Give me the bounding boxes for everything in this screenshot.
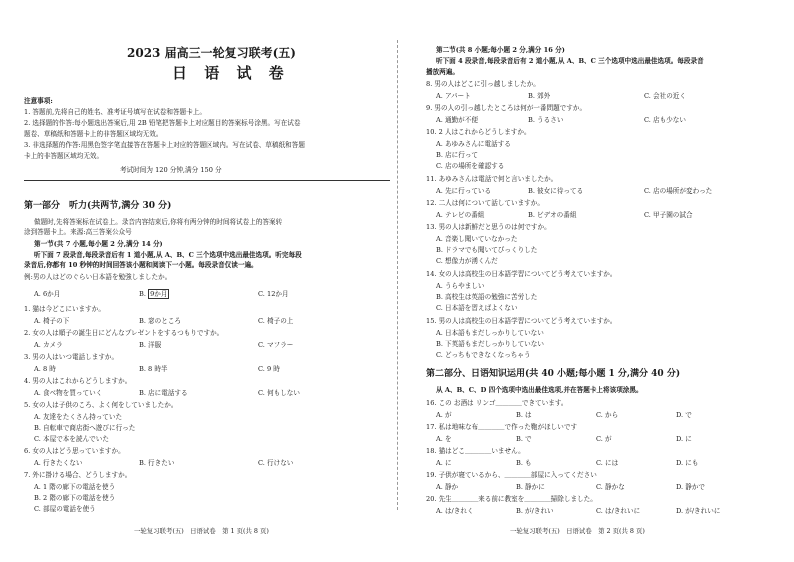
option: C. には [596, 459, 619, 467]
option: C. 椅子の上 [258, 317, 294, 325]
part2-title: 第二部分、日语知识运用(共 40 小题;每小题 1 分,满分 40 分) [426, 369, 681, 379]
option: C. は/きれいに [596, 507, 641, 515]
option: C. 甲子園の試合 [644, 211, 693, 219]
option: C. 何もしない [258, 389, 300, 397]
section2-desc: 听下面 4 段录音,每段录音后有 2 道小题,从 A、B、C 三个选项中选出最佳选项。每段录音 [436, 57, 704, 65]
page-1 [24, 0, 394, 562]
option: B. ビデオの番組 [528, 211, 577, 219]
option: C. 静かな [596, 483, 625, 491]
question-5: 5. 女の人は子供のころ、よく何をしていましたか。 [24, 401, 178, 409]
example-question: 例:男の人はどのぐらい日本語を勉強しましたか。 [24, 273, 172, 281]
option: B. 行きたい [139, 459, 175, 467]
section1-desc: 录音后,你都有 10 秒钟的时间回答该小题和阅读下一小题。每段录音仅读一遍。 [24, 261, 258, 269]
subject-title: 日 语 试 卷 [172, 64, 290, 82]
option: B. 静かに [516, 483, 545, 491]
page-2 [412, 0, 782, 562]
option: A. は/きれく [436, 507, 474, 515]
option: B. うるさい [528, 116, 564, 124]
section1-desc: 听下面 7 段录音,每段录音后有 1 道小题,从 A、B、C 三个选项中选出最佳选项。听完每段 [34, 251, 302, 259]
option: C. 行けない [258, 459, 294, 467]
question-17: 17. 私は地味な布＿＿＿＿で作った鞄がほしいです [426, 423, 578, 431]
note-line: 2. 选择题的作答:每小题选出答案后,用 2B 铅笔把答题卡上对应题目的答案标号涂黑。写在试卷 [24, 119, 301, 127]
note-line: 卡上的非答题区域均无效。 [24, 152, 104, 160]
page-footer: 一轮复习联考(五) 日语试卷 第 2 页(共 8 页) [510, 527, 645, 535]
question-11: 11. あゆみさんは電話で何と言いましたか。 [426, 175, 558, 183]
option: C. 店の場所を確認する [436, 162, 505, 170]
option: B. 8 時半 [139, 365, 168, 373]
option: A. アパート [436, 92, 471, 100]
question-18: 18. 猫はどこ＿＿＿＿いません。 [426, 447, 525, 455]
option: B. ドラマでも聞いてびっくりした [436, 246, 538, 254]
example-answer-box: 9か月 [150, 290, 168, 298]
option: B. は [516, 411, 532, 419]
option: C. が [596, 435, 612, 443]
exam-time: 考试时间为 120 分钟,满分 150 分 [120, 166, 222, 174]
option: D. にも [676, 459, 699, 467]
option: A. テレビの番組 [436, 211, 485, 219]
option: C. 日本語を習えばよくない [436, 304, 518, 312]
example-option: C. 12か月 [258, 290, 289, 298]
question-20: 20. 先生＿＿＿＿来る前に教室を＿＿＿＿掃除しました。 [426, 495, 597, 503]
option: A. 8 時 [34, 365, 56, 373]
question-10: 10. 2 人はこれからどうしますか。 [426, 128, 531, 136]
option: B. 店に電話する [139, 389, 188, 397]
option: A. 日本語もまだしっかりしていない [436, 329, 544, 337]
option: C. 想像力が湧くんだ [436, 257, 498, 265]
note-line: 3. 非选择题的作答:用黑色签字笔直接答在答题卡上对应的答题区域内。写在试卷、草稿纸和答题 [24, 141, 305, 149]
question-12: 12. 二人は何について話していますか。 [426, 199, 544, 207]
example-option: A. 6か月 [34, 290, 61, 298]
option: B. で [516, 435, 532, 443]
option: C. マフラー [258, 341, 294, 349]
question-1: 1. 猫は今どこにいますか。 [24, 305, 105, 313]
option: A. を [436, 435, 452, 443]
option: A. に [436, 459, 452, 467]
question-19: 19. 子供が寝ているから、＿＿＿＿部屋に入ってください [426, 471, 597, 479]
option: B. も [516, 459, 532, 467]
option: B. 店に行って [436, 151, 479, 159]
option: C. 本屋で本を読んでいた [34, 435, 109, 443]
option: B. 郊外 [528, 92, 551, 100]
option: A. 通勤が不便 [436, 116, 478, 124]
part1-title: 第一部分 听力(共两节,满分 30 分) [24, 201, 172, 211]
part1-desc: 涂到答题卡上。来源:高三答案公众号 [24, 228, 132, 236]
option: C. 部屋の電話を使う [34, 505, 96, 513]
question-3: 3. 男の人はいつ電話しますか。 [24, 353, 119, 361]
option: C. 店の場所が変わった [644, 187, 713, 195]
option: A. 音楽し聞いていなかった [436, 235, 518, 243]
question-4: 4. 男の人はこれからどうしますか。 [24, 377, 132, 385]
question-13: 13. 男の人は新鮮だと思うのは何ですか。 [426, 223, 551, 231]
question-8: 8. 男の人はどこに引っ越しましたか。 [426, 80, 540, 88]
option: A. うらやましい [436, 282, 485, 290]
option: A. 行きたくない [34, 459, 83, 467]
option: C. 会社の近く [644, 92, 686, 100]
option: A. が [436, 411, 452, 419]
option: C. から [596, 411, 619, 419]
section2-title: 第二节(共 8 小题;每小题 2 分,满分 16 分) [436, 46, 565, 54]
option: B. 窓のところ [139, 317, 182, 325]
page-footer: 一轮复习联考(五) 日语试卷 第 1 页(共 8 页) [134, 527, 269, 535]
question-9: 9. 男の人の引っ越したところは何が一番問題ですか。 [426, 104, 587, 112]
option: A. 椅子の下 [34, 317, 70, 325]
option: A. 先に行っている [436, 187, 492, 195]
option: D. で [676, 411, 692, 419]
question-16: 16. この お酒は リンゴ＿＿＿＿できています。 [426, 399, 568, 407]
option: A. あゆみさんに電話する [436, 140, 511, 148]
option: D. 静かで [676, 483, 706, 491]
option: C. どっちもできなくなっちゃう [436, 351, 531, 359]
option: A. カメラ [34, 341, 63, 349]
option: B. 洋服 [139, 341, 162, 349]
section2-desc: 播放两遍。 [426, 68, 459, 76]
question-14: 14. 女の人は高校生の日本語学習についてどう考えていますか。 [426, 270, 617, 278]
option: C. 店も少ない [644, 116, 686, 124]
question-15: 15. 男の人は高校生の日本語学習についてどう考えていますか。 [426, 317, 617, 325]
section1-title: 第一节(共 7 小题,每小题 2 分,满分 14 分) [34, 240, 163, 248]
page-divider [397, 40, 398, 510]
option: C. 9 時 [258, 365, 280, 373]
part1-desc: 做题时,先将答案标在试卷上。录音内容结束后,你将有两分钟的时间将试卷上的答案转 [34, 218, 283, 226]
option: A. 静か [436, 483, 459, 491]
option: A. 1 階の廊下の電話を使う [34, 483, 116, 491]
option: D. が/きれいに [676, 507, 721, 515]
option: B. が/きれい [516, 507, 554, 515]
question-6: 6. 女の人はどう思っていますか。 [24, 447, 125, 455]
notes-title: 注意事项: [24, 97, 53, 105]
note-line: 1. 答题前,先将自己的姓名、准考证号填写在试卷和答题卡上。 [24, 108, 206, 116]
example-option: B. 9か月 [139, 290, 168, 298]
option: D. に [676, 435, 692, 443]
option: B. 自転車で商店街へ遊びに行った [34, 424, 136, 432]
option: B. 下英語もまだしっかりしていない [436, 340, 544, 348]
option: A. 食べ物を買っていく [34, 389, 103, 397]
option: B. 2 階の廊下の電話を使う [34, 494, 116, 502]
option: B. 彼女に待ってる [528, 187, 584, 195]
exam-title: 2023 届高三一轮复习联考(五) [127, 46, 296, 60]
option: B. 高校生は英語の勉強に苦労した [436, 293, 538, 301]
option: A. 友達をたくさん持っていた [34, 413, 123, 421]
divider-line [24, 180, 390, 181]
question-7: 7. 外に掛ける場合、どうしますか。 [24, 471, 132, 479]
part2-desc: 从 A、B、C、D 四个选项中选出最佳选项,并在答题卡上将该项涂黑。 [436, 386, 643, 394]
note-line: 题卷、草稿纸和答题卡上的非答题区域均无效。 [24, 130, 163, 138]
question-2: 2. 女の人は順子の誕生日にどんなプレゼントをするつもりですか。 [24, 329, 224, 337]
